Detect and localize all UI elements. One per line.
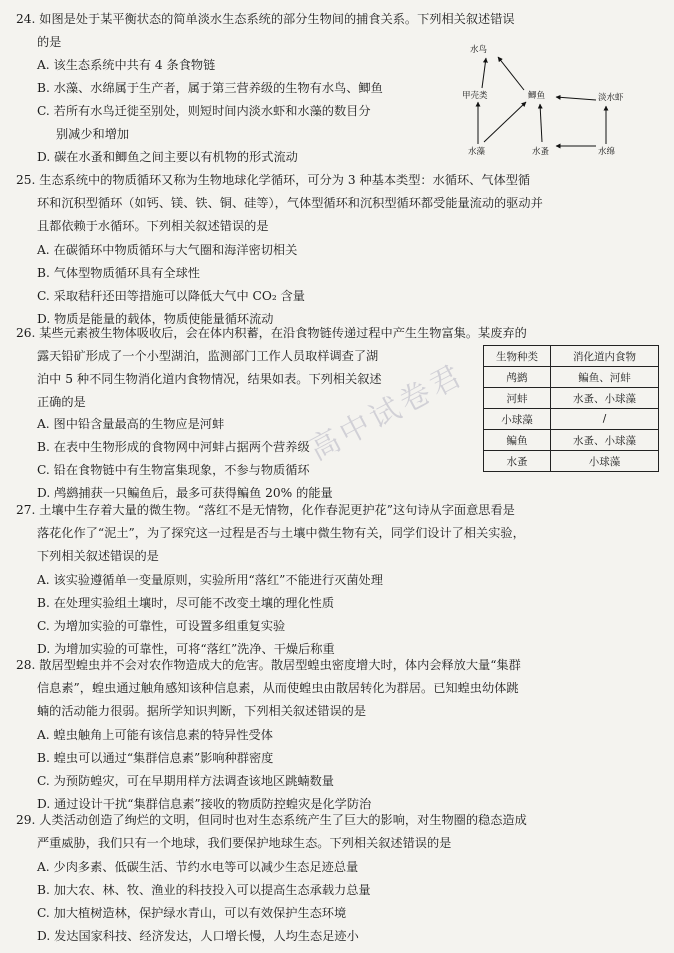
q28-option-a: A. 蝗虫触角上可能有该信息素的特异性受体 [37,728,273,742]
q26-option-b: B. 在表中生物形成的食物网中河蚌占据两个营养级 [37,440,310,454]
q26-stem-line-3: 泊中 5 种不同生物消化道内食物情况，结果如表。下列相关叙述 [37,372,382,386]
diet-table [483,345,659,472]
table-cell: 鸬鹚 [484,367,551,388]
q25-stem-line-3: 且都依赖于水循环。下列相关叙述错误的是 [37,219,269,233]
watermark: 高中试卷君 [303,357,471,468]
q29-stem-line-2: 严重威胁，我们只有一个地球，我们要保护地球生态。下列相关叙述错误的是 [37,836,452,850]
table-row [484,388,659,409]
q27-stem-line-1: 27. 土壤中生存着大量的微生物。“落红不是无情物，化作春泥更护花”这句诗从字面意思看是 [16,503,515,517]
q27-option-d: D. 为增加实验的可靠性，可将“落红”洗净、干燥后称重 [37,642,335,656]
q26-stem-line-2: 露天铅矿形成了一个小型湖泊，监测部门工作人员取样调查了湖 [37,349,379,363]
q26-stem-line-1: 26. 某些元素被生物体吸收后，会在体内积蓄，在沿食物链传递过程中产生生物富集。某废弃的 [16,326,527,340]
q28-stem-line-2: 信息素”，蝗虫通过触角感知该种信息素，从而使蝗虫由散居转化为群居。已知蝗虫幼体跳 [37,681,519,695]
table-row [484,367,659,388]
node-crustacean: 甲壳类 [462,91,488,101]
table-header: 消化道内食物 [551,346,659,367]
q27-option-b: B. 在处理实验组土壤时，尽可能不改变土壤的理化性质 [37,596,335,610]
table-cell: 小球藻 [484,409,551,430]
q25-option-a: A. 在碳循环中物质循环与大气圈和海洋密切相关 [37,243,298,257]
table-cell: 鳊鱼 [484,430,551,451]
table-row [484,430,659,451]
table-header-row [484,346,659,367]
node-water-algae: 水藻 [468,147,486,157]
node-water-bird: 水鸟 [470,45,488,55]
node-freshwater-shrimp: 淡水虾 [598,93,624,103]
food-web-diagram [456,40,644,162]
arrow-algae-crucian [484,102,526,142]
q24-stem-line-1: 24. 如图是处于某平衡状态的简单淡水生态系统的部分生物间的捕食关系。下列相关叙述错误 [16,12,515,26]
table-cell: 水蚤 [484,451,551,472]
q25-stem-line-2: 环和沉积型循环（如钙、镁、铁、铜、硅等），气体型循环和沉积型循环都受能量流动的驱动并 [37,196,543,210]
q25-option-d: D. 物质是能量的载体，物质使能量循环流动 [37,312,274,326]
q24-stem-line-2: 的是 [37,35,62,49]
node-daphnia: 水蚤 [532,147,550,157]
q29-option-d: D. 发达国家科技、经济发达，人口增长慢，人均生态足迹小 [37,929,359,943]
q27-option-c: C. 为增加实验的可靠性，可设置多组重复实验 [37,619,286,633]
q28-stem-line-3: 蝻的活动能力很弱。据所学知识判断，下列相关叙述错误的是 [37,704,367,718]
table-cell: 水蚤、小球藻 [551,430,659,451]
q29-option-a: A. 少肉多素、低碳生活、节约水电等可以减少生态足迹总量 [37,860,359,874]
q29-option-c: C. 加大植树造林，保护绿水青山，可以有效保护生态环境 [37,906,347,920]
node-crucian-carp: 鲫鱼 [528,91,546,101]
q26-option-a: A. 图中铅含量最高的生物应是河蚌 [37,417,225,431]
table-cell: 河蚌 [484,388,551,409]
node-spirogyra: 水绵 [598,147,616,157]
q26-option-d: D. 鸬鹚捕获一只鳊鱼后，最多可获得鳊鱼 20% 的能量 [37,486,333,500]
q25-option-b: B. 气体型物质循环具有全球性 [37,266,200,280]
table-cell: / [551,409,659,430]
q28-option-d: D. 通过设计干扰“集群信息素”接收的物质防控蝗灾是化学防治 [37,797,372,811]
table-header: 生物种类 [484,346,551,367]
q27-option-a: A. 该实验遵循单一变量原则，实验所用“落红”不能进行灭菌处理 [37,573,383,587]
table-cell: 小球藻 [551,451,659,472]
q24-option-c: C. 若所有水鸟迁徙至别处，则短时间内淡水虾和水藻的数目分 [37,104,371,118]
arrow-shrimp-crucian [556,97,596,100]
q27-stem-line-2: 落花化作了“泥土”，为了探究这一过程是否与土壤中微生物有关，同学们设计了相关实验， [37,526,525,540]
table-row [484,451,659,472]
q24-option-c-cont: 别减少和增加 [56,127,130,141]
table-cell: 鳊鱼、河蚌 [551,367,659,388]
q24-option-d: D. 碳在水蚤和鲫鱼之间主要以有机物的形式流动 [37,150,298,164]
table-row [484,409,659,430]
q28-option-b: B. 蝗虫可以通过“集群信息素”影响种群密度 [37,751,274,765]
q24-option-a: A. 该生态系统中共有 4 条食物链 [37,58,216,72]
arrow-crucian-bird [498,57,524,90]
q28-option-c: C. 为预防蝗灾，可在早期用样方法调查该地区跳蝻数量 [37,774,334,788]
q27-stem-line-3: 下列相关叙述错误的是 [37,549,159,563]
q28-stem-line-1: 28. 散居型蝗虫并不会对农作物造成大的危害。散居型蝗虫密度增大时，体内会释放大量“集群 [16,658,521,672]
q29-option-b: B. 加大农、林、牧、渔业的科技投入可以提高生态承载力总量 [37,883,371,897]
q25-option-c: C. 采取秸秆还田等措施可以降低大气中 CO₂ 含量 [37,289,305,303]
q26-option-c: C. 铅在食物链中有生物富集现象，不参与物质循环 [37,463,310,477]
arrow-crustacean-bird [482,58,486,88]
q26-stem-line-4: 正确的是 [37,395,86,409]
q29-stem-line-1: 29. 人类活动创造了绚烂的文明，但同时也对生态系统产生了巨大的影响，对生物圈的稳态造成 [16,813,527,827]
q25-stem-line-1: 25. 生态系统中的物质循环又称为生物地球化学循环，可分为 3 种基本类型：水循环、气体型循 [16,173,531,187]
table-cell: 水蚤、小球藻 [551,388,659,409]
arrow-daphnia-crucian [540,104,542,142]
q24-option-b: B. 水藻、水绵属于生产者，属于第三营养级的生物有水鸟、鲫鱼 [37,81,383,95]
